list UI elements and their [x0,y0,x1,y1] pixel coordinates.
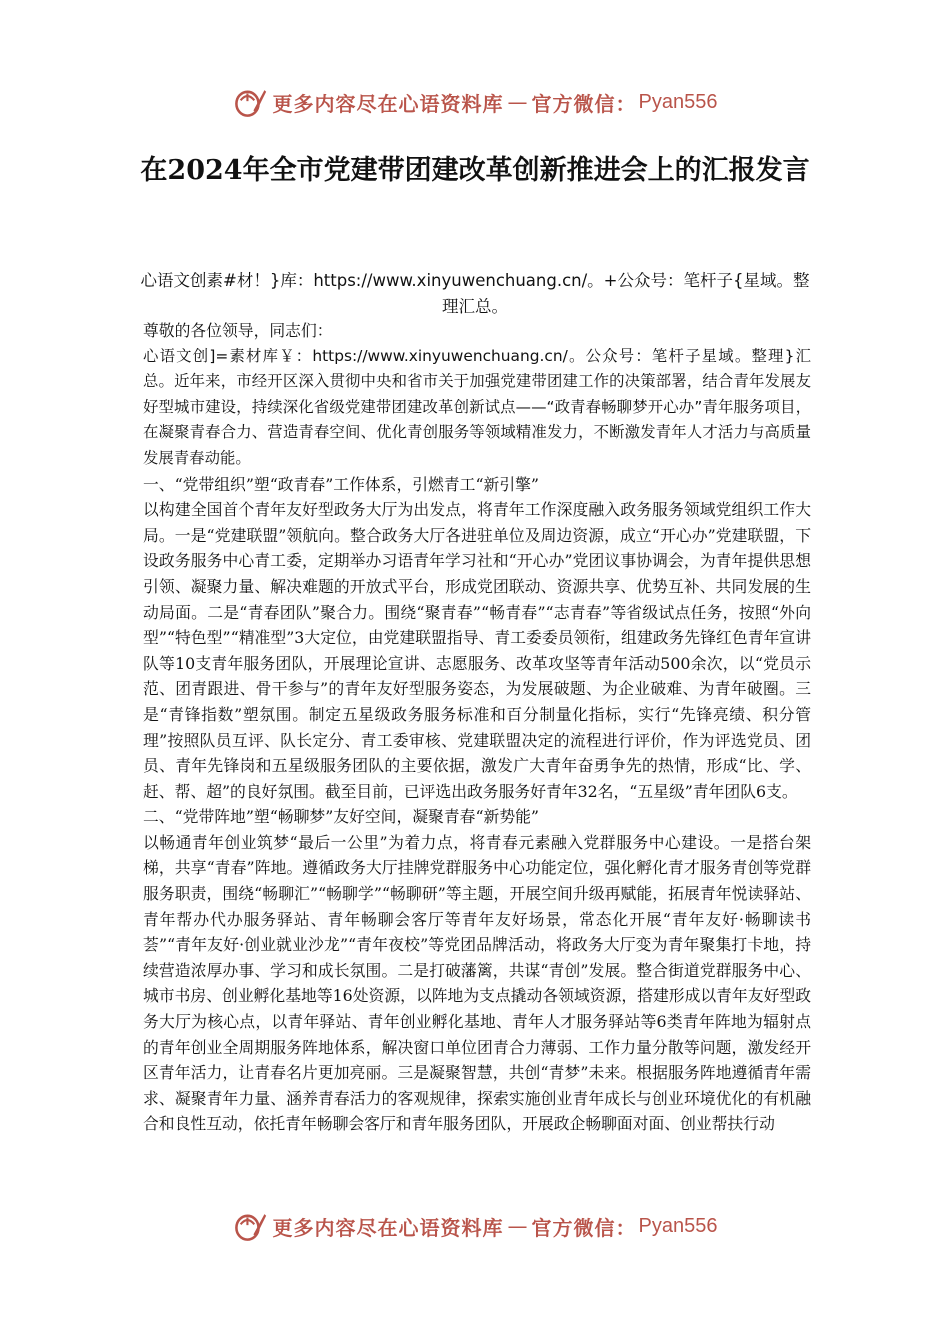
banner-wechat-id: Pyan556 [638,90,718,113]
document-body [143,318,811,1137]
watermark-banner-top [0,82,950,122]
banner-text: 更多内容尽在心语资料库 [272,1215,504,1240]
banner-wechat-label: 官方微信： [531,91,637,116]
greeting: 尊敬的各位领导，同志们： [143,321,333,340]
banner-wechat-id: Pyan556 [638,1214,718,1237]
section-paragraph: 以畅通青年创业筑梦“最后一公里”为着力点，将青春元素融入党群服务中心建设。一是搭台架梯，共享“青春”阵地。遵循政务大厅挂牌党群服务中心功能定位，强化孵化青才服务青创等党群服务职责，围绕“畅聊汇”“畅聊学”“畅聊研”等主题，开展空间升级再赋能，拓展青年悦读驿站、青年帮办代办服务驿站、青年畅聊会客厅等青年友好场景，常态化开展“青年友好·畅聊读书荟”“青年友好·创业就业沙龙”“青年夜校”等党团品牌活动，将政务大厅变为青年聚集打卡地，持续营造浓厚办事、学习和成长氛围。二是打破藩篱，共谋“青创”发展。整合街道党群服务中心、城市书房、创业孵化基地等16处资源，以阵地为支点撬动各领域资源，搭建形成以青年友好型政务大厅为核心点，以青年驿站、青年创业孵化基地、青年人才服务驿站等6类青年阵地为辐射点的青年创业全周期服务阵地体系，解决窗口单位团青合力薄弱、工作力量分散等问题，激发经开区青年活力，让青春名片更加亮丽。三是凝聚智慧，共创“青梦”未来。根据服务阵地遵循青年需求、凝聚青年力量、涵养青春活力的客观规律，探索实施创业青年成长与创业环境优化的有机融合和良性互动，依托青年畅聊会客厅和青年服务团队，开展政企畅聊面对面、创业帮扶行动 [143,832,811,1134]
section-paragraph: 以构建全国首个青年友好型政务大厅为出发点，将青年工作深度融入政务服务领域党组织工作大局。一是“党建联盟”领航向。整合政务大厅各进驻单位及周边资源，成立“开心办”党建联盟，下设政务服务中心青工委，定期举办习语青年学习社和“开心办”党团议事协调会，为青年提供思想引领、凝聚力量、解决难题的开放式平台，形成党团联动、资源共享、优势互补、共同发展的生动局面。二是“青春团队”聚合力。围绕“聚青春”“畅青春”“志青春”等省级试点任务，按照“外向型”“特色型”“精准型”3大定位，由党建联盟指导、青工委委员领衔，组建政务先锋红色青年宣讲队等10支青年服务团队，开展理论宣讲、志愿服务、改革攻坚等青年活动500余次，以“党员示范、团青跟进、骨干参与”的青年友好型服务姿态，为发展破题、为企业破难、为青年破圈。三是“青锋指数”塑氛围。制定五星级政务服务标准和百分制量化指标，实行“先锋亮绩、积分管理”按照队员互评、队长定分、青工委审核、党建联盟决定的流程进行评价，作为评选党员、团员、青年先锋岗和五星级服务团队的主要依据，激发广大青年奋勇争先的热情，形成“比、学、赶、帮、超”的良好氛围。截至目前，已评选出政务服务好青年32名，“五星级”青年团队6支。 [143,500,811,801]
watermark-banner-bottom [0,1206,950,1246]
section-heading: 一、“党带组织”塑“政青春”工作体系，引燃青工“新引擎” [143,474,539,494]
mouse-pen-logo [233,1209,267,1243]
source-note: 心语文创素#材！}库：https://www.xinyuwenchuang.cn/。+公众号：笔杆子{星域。整理汇总。 [140,271,810,316]
document-title: 在2024年全市党建带团建改革创新推进会上的汇报发言 [140,155,810,186]
banner-separator: — [507,90,528,114]
banner-separator: — [507,1214,528,1238]
mouse-pen-logo [233,85,267,119]
section-heading: 二、“党带阵地”塑“畅聊梦”友好空间，凝聚青春“新势能” [143,807,539,827]
banner-text: 更多内容尽在心语资料库 [272,91,504,116]
intro-paragraph: 心语文创]=素材库￥：https://www.xinyuwenchuang.cn/。公众号：笔杆子星域。整理}汇总。近年来，市经开区深入贯彻中央和省市关于加强党建带团建工作的决策部署，结合青年发展友好型城市建设，持续深化省级党建带团建改革创新试点——“政青春畅聊梦开心办”青年服务项目，在凝聚青春合力、营造青春空间、优化青创服务等领域精准发力，不断激发青年人才活力与高质量发展青春动能。 [143,346,811,467]
banner-wechat-label: 官方微信： [531,1215,637,1240]
